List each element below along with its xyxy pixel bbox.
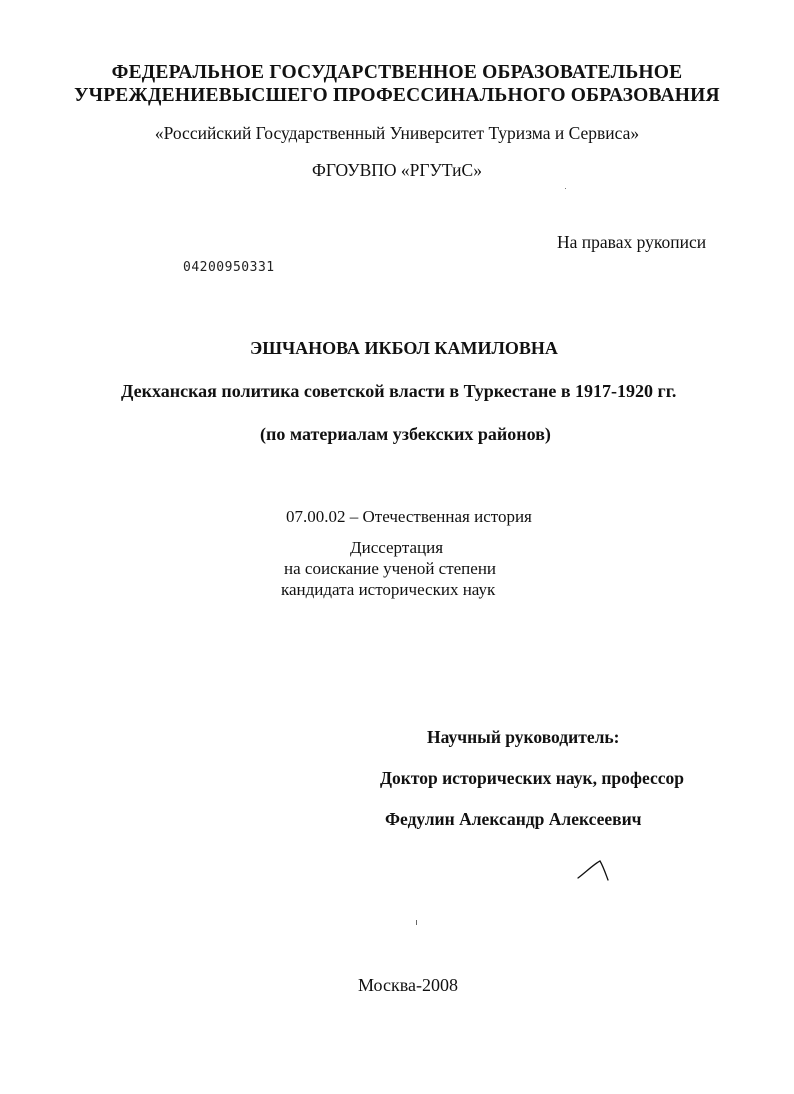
dissertation-title: Декханская политика советской власти в Туркестане в 1917-1920 гг. bbox=[121, 381, 677, 401]
specialty-code: 07.00.02 – Отечественная история bbox=[286, 507, 532, 526]
signature-mark bbox=[574, 858, 614, 884]
catalog-code: 04200950331 bbox=[183, 260, 275, 275]
supervisor-label: Научный руководитель: bbox=[427, 727, 620, 747]
manuscript-note: На правах рукописи bbox=[557, 232, 707, 252]
degree-field-line: кандидата исторических наук bbox=[281, 580, 496, 599]
city-year: Москва-2008 bbox=[358, 975, 458, 995]
dissertation-subtitle: (по материалам узбекских районов) bbox=[260, 424, 551, 444]
scan-speck bbox=[416, 920, 417, 925]
supervisor-name: Федулин Александр Алексеевич bbox=[385, 809, 642, 829]
university-abbreviation: ФГОУВПО «РГУТиС» bbox=[312, 160, 482, 180]
scan-speck bbox=[565, 188, 566, 189]
author-name: ЭШЧАНОВА ИКБОЛ КАМИЛОВНА bbox=[250, 338, 558, 358]
university-name: «Российский Государственный Университет Туризма и Сервиса» bbox=[154, 123, 640, 143]
institution-header-line1: ФЕДЕРАЛЬНОЕ ГОСУДАРСТВЕННОЕ ОБРАЗОВАТЕЛЬНОЕ bbox=[111, 62, 683, 83]
supervisor-degree: Доктор исторических наук, профессор bbox=[380, 768, 684, 788]
institution-header-line2: УЧРЕЖДЕНИЕВЫСШЕГО ПРОФЕССИНАЛЬНОГО ОБРАЗОВАНИЯ bbox=[74, 85, 720, 106]
dissertation-label: Диссертация bbox=[350, 538, 444, 557]
degree-line: на соискание ученой степени bbox=[284, 559, 497, 578]
